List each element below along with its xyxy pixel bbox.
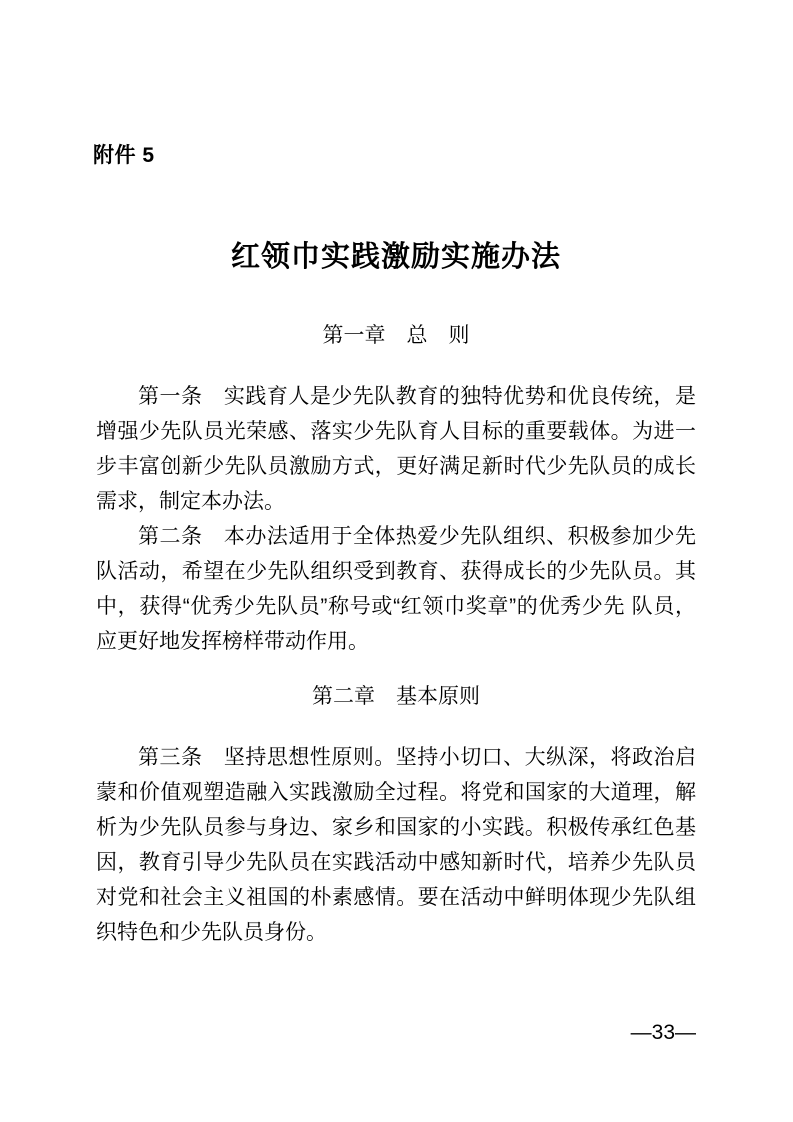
chapter-heading-2: 第二章 基本原则 [312, 685, 480, 708]
document-body [96, 306, 696, 950]
chapter-heading-1: 第一章 总 则 [322, 324, 470, 347]
article-paragraph: 第二条 本办法适用于全体热爱少先队组织、积极参加少先队活动，希望在少先队组织受到教育、获得成长的少先队员。其中，获得“优秀少先队员”称号或“红领巾奖章”的优秀少先 队员，应更好地发挥榜样带动作用。 [96, 525, 696, 653]
article-paragraph: 第一条 实践育人是少先队教育的独特优势和优良传统，是增强少先队员光荣感、落实少先队育人目标的重要载体。为进一步丰富创新少先队员激励方式，更好满足新时代少先队员的成长需求，制定本办法。 [96, 385, 696, 513]
page-number: —33— [630, 1021, 696, 1044]
attachment-label: 附件 5 [93, 144, 155, 167]
article-paragraph: 第三条 坚持思想性原则。坚持小切口、大纵深，将政治启蒙和价值观塑造融入实践激励全过程。将党和国家的大道理，解析为少先队员参与身边、家乡和国家的小实践。积极传承红色基因，教育引导少先队员在实践活动中感知新时代，培养少先队员对党和社会主义祖国的朴素感情。要在活动中鲜明体现少先队组织特色和少先队员身份。 [96, 746, 696, 944]
page-title: 红领巾实践激励实施办法 [230, 241, 561, 274]
